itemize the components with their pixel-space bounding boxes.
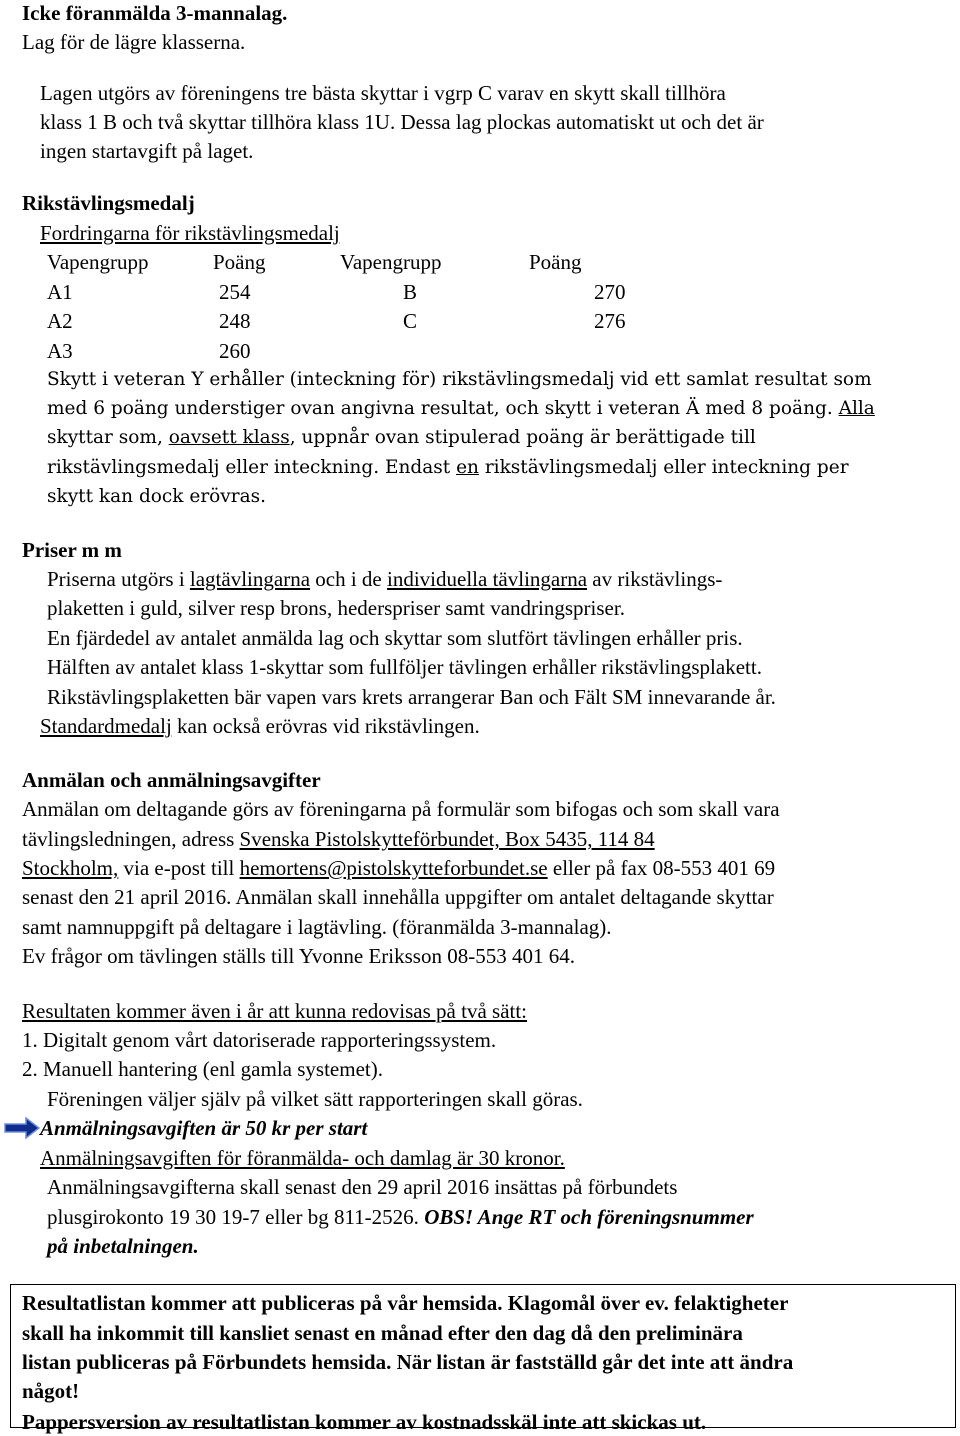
paragraph-line (22, 826, 655, 852)
paragraph-line (22, 855, 775, 881)
paragraph-line: Lagen utgörs av föreningens tre bästa skyttar i vgrp C varav en skytt skall tillhöra (40, 81, 726, 105)
paragraph-line: ingen startavgift på laget. (40, 139, 254, 163)
table-cell: A1 (47, 280, 73, 304)
list-item: 1. Digitalt genom vårt datoriserade rapporteringssystem. (22, 1028, 497, 1052)
text-run: med 6 poäng understiger ovan angivna resultat, och skytt i veteran Ä med 8 poäng. (47, 398, 833, 419)
notice-line: Pappersversion av resultatlistan kommer av kostnadsskäl inte att skickas ut. (22, 1410, 707, 1434)
heading-national-medal: Rikstävlingsmedalj (22, 191, 195, 215)
right-arrow-icon (4, 1116, 40, 1140)
text-run: och i de (315, 567, 382, 591)
paragraph-line: Hälften av antalet klass 1-skyttar som fullföljer tävlingen erhåller rikstävlingsplakett. (47, 655, 762, 679)
text-run: kan också erövras vid rikstävlingen. (177, 714, 480, 738)
underlined-text: lagtävlingarna (189, 567, 311, 591)
fee-heading: Anmälningsavgiften är 50 kr per start (40, 1116, 368, 1140)
paragraph-line: Skytt i veteran Y erhåller (inteckning för) rikstävlingsmedalj vid ett samlat resultat som (47, 369, 872, 390)
underlined-text: Alla (838, 398, 875, 419)
table-cell: C (403, 309, 418, 333)
heading-unregistered-teams: Icke föranmälda 3-mannalag. (22, 1, 288, 25)
underlined-text: en (456, 457, 479, 478)
text-run: eller på fax 08-553 401 69 (552, 856, 776, 880)
underlined-text: Standardmedalj (40, 714, 172, 738)
paragraph-line: Ev frågor om tävlingen ställs till Yvonne Eriksson 08-553 401 64. (22, 944, 575, 968)
table-header: Vapengrupp (340, 250, 442, 274)
paragraph-line: Rikstävlingsplaketten bär vapen vars krets arrangerar Ban och Fält SM innevarande år. (47, 685, 776, 709)
list-item: 2. Manuell hantering (enl gamla systemet). (22, 1057, 383, 1081)
paragraph-line (47, 396, 875, 422)
text-run: rikstävlingsmedalj eller inteckning per (484, 457, 849, 478)
table-cell: 276 (594, 309, 626, 333)
table-cell: 248 (219, 309, 251, 333)
obs-note: OBS! Ange RT och föreningsnummer (424, 1205, 754, 1229)
text-run: av rikstävlings- (592, 567, 723, 591)
address-link[interactable]: Svenska Pistolskytteförbundet, Box 5435, 114 84 (239, 827, 655, 851)
table-header: Poäng (213, 250, 266, 274)
notice-line: skall ha inkommit till kansliet senast en månad efter den dag då den preliminära (22, 1321, 743, 1345)
paragraph-line: Anmälningsavgifterna skall senast den 29 april 2016 insättas på förbundets (47, 1175, 678, 1199)
paragraph-line: klass 1 B och två skyttar tillhöra klass 1U. Dessa lag plockas automatiskt ut och det är (40, 110, 764, 134)
table-cell: B (403, 280, 418, 304)
text-run: tävlingsledningen, adress (22, 827, 235, 851)
paragraph-line: senast den 21 april 2016. Anmälan skall innehålla uppgifter om antalet deltagande skyttar (22, 885, 774, 909)
paragraph-line (47, 1204, 754, 1230)
text-run: skyttar som, (47, 427, 163, 448)
fee-team-line: Anmälningsavgiften för föranmälda- och damlag är 30 kronor. (40, 1146, 565, 1170)
notice-line: listan publiceras på Förbundets hemsida. När listan är fastställd går det inte att ändra (22, 1350, 794, 1374)
paragraph-line: plaketten i guld, silver resp brons, hederspriser samt vandringspriser. (47, 596, 625, 620)
address-link[interactable]: Stockholm, (22, 856, 119, 880)
heading-registration: Anmälan och anmälningsavgifter (22, 768, 321, 792)
results-heading: Resultaten kommer även i år att kunna redovisas på två sätt: (22, 999, 528, 1023)
text-run: Priserna utgörs i (47, 567, 185, 591)
paragraph-line: Anmälan om deltagande görs av föreningarna på formulär som bifogas och som skall vara (22, 797, 780, 821)
heading-prizes: Priser m m (22, 538, 122, 562)
paragraph-line: Föreningen väljer själv på vilket sätt rapporteringen skall göras. (47, 1087, 583, 1111)
paragraph-line (47, 455, 849, 481)
paragraph-line (47, 425, 756, 451)
table-cell: 260 (219, 339, 251, 363)
table-cell: A3 (47, 339, 73, 363)
table-cell: A2 (47, 309, 73, 333)
underlined-text: individuella tävlingarna (387, 567, 588, 591)
text-run: , uppnår ovan stipulerad poäng är berättigade till (289, 427, 756, 448)
notice-line: något! (22, 1379, 80, 1403)
notice-line: Resultatlistan kommer att publiceras på vår hemsida. Klagomål över ev. felaktigheter (22, 1291, 789, 1315)
table-cell: 270 (594, 280, 626, 304)
paragraph-line: En fjärdedel av antalet anmälda lag och skyttar som slutfört tävlingen erhåller pris. (47, 626, 743, 650)
paragraph-line: skytt kan dock erövras. (47, 486, 267, 507)
paragraph-line (40, 713, 480, 739)
text-run: plusgirokonto 19 30 19-7 eller bg 811-2526. (47, 1205, 419, 1229)
text-run: rikstävlingsmedalj eller inteckning. Endast (47, 457, 451, 478)
text-run: via e-post till (123, 856, 235, 880)
subheading-lower-classes: Lag för de lägre klasserna. (22, 30, 246, 54)
medal-requirements-heading: Fordringarna för rikstävlingsmedalj (40, 221, 340, 245)
table-header: Poäng (529, 250, 582, 274)
obs-note: på inbetalningen. (47, 1234, 199, 1258)
table-header: Vapengrupp (47, 250, 149, 274)
underlined-text: oavsett klass (168, 427, 290, 448)
paragraph-line: samt namnuppgift på deltagare i lagtävling. (föranmälda 3-mannalag). (22, 915, 612, 939)
email-link[interactable]: hemortens@pistolskytteforbundet.se (239, 856, 548, 880)
table-cell: 254 (219, 280, 251, 304)
paragraph-line (47, 566, 722, 592)
